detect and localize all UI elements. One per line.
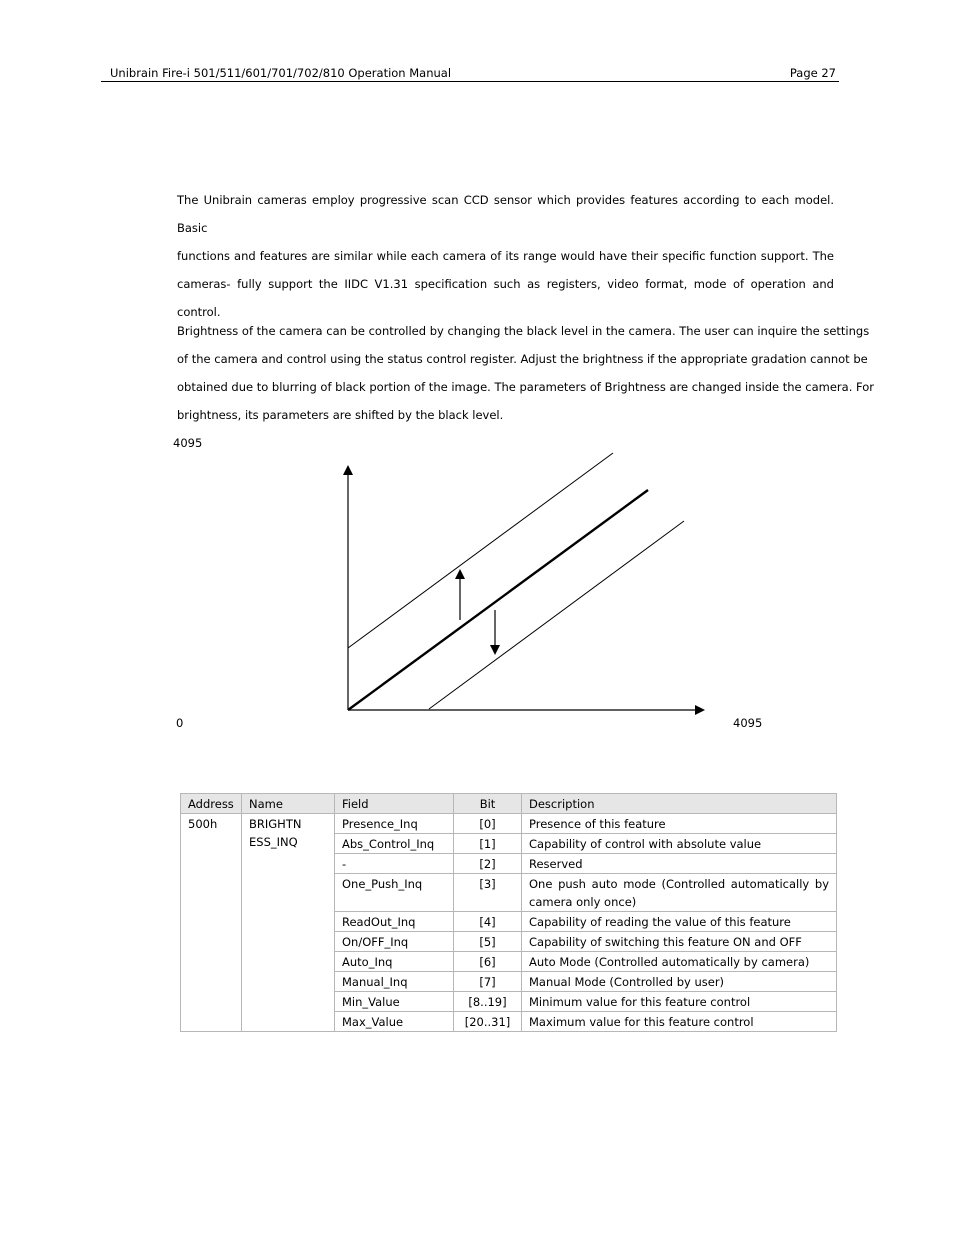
- x-max-label: 4095: [733, 716, 763, 730]
- brightness-line: of the camera and control using the status control register. Adjust the brightness if the appropriate gradation cannot be: [177, 352, 868, 366]
- field-cell: -: [335, 854, 454, 874]
- intro-line: functions and features are similar while each camera of its range would have their specific function support. The: [177, 249, 834, 263]
- table-row: [181, 814, 837, 834]
- register-name-line: ESS_INQ: [249, 835, 298, 849]
- manual-title: Unibrain Fire-i 501/511/601/701/702/810 Operation Manual: [110, 66, 452, 80]
- description-cell: Auto Mode (Controlled automatically by camera): [522, 952, 837, 972]
- field-cell: Manual_Inq: [335, 972, 454, 992]
- register-address: 500h: [181, 814, 242, 1032]
- brightness-line: obtained due to blurring of black portion of the image. The parameters of Brightness are changed inside the camera. For: [177, 380, 874, 394]
- field-cell: ReadOut_Inq: [335, 912, 454, 932]
- description-cell: Maximum value for this feature control: [522, 1012, 837, 1032]
- upper-shifted-line: [348, 453, 613, 648]
- bit-cell: [5]: [454, 932, 522, 952]
- page-number: Page 27: [789, 66, 836, 80]
- register-name: [242, 814, 335, 1032]
- description-cell: Capability of control with absolute value: [522, 834, 837, 854]
- intro-line: The Unibrain cameras employ progressive scan CCD sensor which provides features according to each model. Basic: [177, 193, 834, 235]
- table-header-row: [181, 794, 837, 814]
- register-name-line: BRIGHTN: [249, 817, 302, 831]
- field-cell: One_Push_Inq: [335, 874, 454, 912]
- brightness-inq-register-table: [180, 793, 837, 1032]
- col-header-bit: Bit: [454, 794, 522, 814]
- description-cell: Capability of switching this feature ON and OFF: [522, 932, 837, 952]
- bit-cell: [7]: [454, 972, 522, 992]
- col-header-description: Description: [522, 794, 837, 814]
- bit-cell: [6]: [454, 952, 522, 972]
- bit-cell: [4]: [454, 912, 522, 932]
- col-header-field: Field: [335, 794, 454, 814]
- field-cell: Min_Value: [335, 992, 454, 1012]
- description-cell: Presence of this feature: [522, 814, 837, 834]
- description-cell: Capability of reading the value of this feature: [522, 912, 837, 932]
- col-header-name: Name: [242, 794, 335, 814]
- field-cell: Abs_Control_Inq: [335, 834, 454, 854]
- description-cell: Minimum value for this feature control: [522, 992, 837, 1012]
- col-header-address: Address: [181, 794, 242, 814]
- y-max-label: 4095: [173, 436, 203, 450]
- intro-line: cameras- fully support the IIDC V1.31 specification such as registers, video format, mode of operation and control.: [177, 277, 834, 319]
- brightness-line: brightness, its parameters are shifted by the black level.: [177, 408, 504, 422]
- brightness-line: Brightness of the camera can be controlled by changing the black level in the camera. The user can inquire the settings: [177, 324, 870, 338]
- description-cell: Manual Mode (Controlled by user): [522, 972, 837, 992]
- bit-cell: [3]: [454, 874, 522, 912]
- bit-cell: [8..19]: [454, 992, 522, 1012]
- field-cell: Presence_Inq: [335, 814, 454, 834]
- lower-shifted-line: [429, 521, 684, 709]
- description-cell: One push auto mode (Controlled automatically by camera only once): [522, 874, 837, 912]
- nominal-response-line: [348, 490, 648, 710]
- field-cell: Max_Value: [335, 1012, 454, 1032]
- bit-cell: [0]: [454, 814, 522, 834]
- bit-cell: [20..31]: [454, 1012, 522, 1032]
- origin-label: 0: [176, 716, 184, 730]
- field-cell: Auto_Inq: [335, 952, 454, 972]
- bit-cell: [1]: [454, 834, 522, 854]
- bit-cell: [2]: [454, 854, 522, 874]
- description-cell: Reserved: [522, 854, 837, 874]
- field-cell: On/OFF_Inq: [335, 932, 454, 952]
